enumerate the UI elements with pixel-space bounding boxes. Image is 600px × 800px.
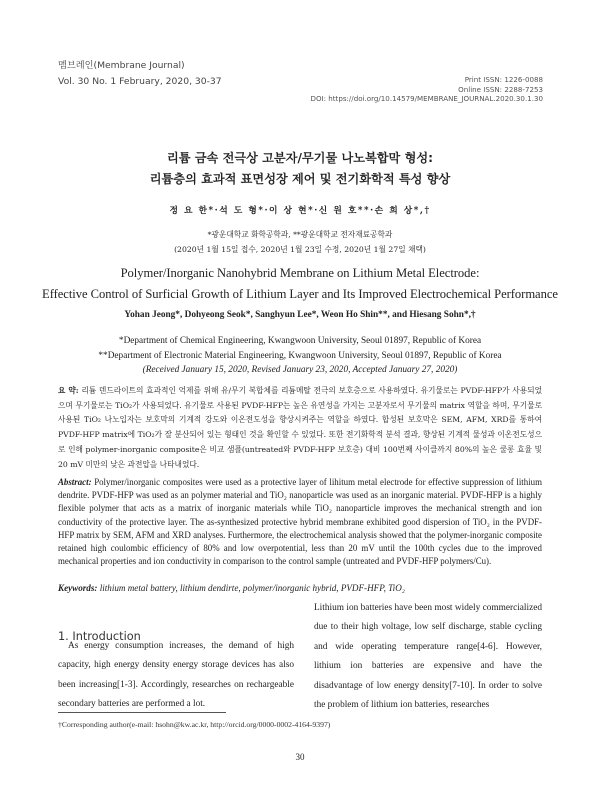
english-dates: (Received January 15, 2020, Revised January 23, 2020, Accepted January 27, 2020) xyxy=(142,365,458,376)
issn-block xyxy=(310,75,543,104)
korean-dates: (2020년 1월 15일 접수, 2020년 1월 23일 수정, 2020년 1월 27일 채택) xyxy=(174,245,426,254)
english-affiliation-2: **Department of Electronic Material Engineering, Kwangwoon University, Seoul 01897, Republic of Korea xyxy=(98,350,502,361)
korean-title-line1: 리튬 금속 전극상 고분자/무기물 나노복합막 형성: xyxy=(166,151,433,165)
online-issn: Online ISSN: 2288-7253 xyxy=(458,84,543,94)
journal-name: 멤브레인(Membrane Journal) xyxy=(58,60,185,71)
english-affiliation xyxy=(0,334,600,378)
journal-header xyxy=(58,58,222,90)
korean-title xyxy=(0,148,600,190)
doi[interactable]: DOI: https://doi.org/10.14579/MEMBRANE_JOURNAL.2020.30.1.30 xyxy=(310,94,543,104)
english-title-line2: Effective Control of Surficial Growth of Lithium Layer and Its Improved Electrochemical Performance xyxy=(42,287,558,301)
english-abstract-text: Polymer/inorganic composites were used as a protective layer of lihitum metal electrode for effective suppression of lithium dendrite. PVDF-HFP was used as an polymer material and TiO₂ nanoparticle was used as an inorganic material. PVDF-HFP is a highly flexible polymer that acts as a matrix of inorganic materials while TiO₂ nanoparticle improves the mechanical strength and ion conductivity of the protective layer. The as-synthesized protective hybrid membrane exhibited good dispersion of TiO₂ in the PVDF-HFP matrix by SEM, AFM and XRD analyses. Furthermore, the electrochemical analysis showed that the polymer-inorganic composite retained high coulombic efficiency of 80% and low overpotential, less than 20 mV until the 100th cycles due to the improved mechanical properties and ion conductivity in comparison to the control sample (untreated and PVDF-HFP polymers/Cu). xyxy=(58,477,542,567)
english-title-line1: Polymer/Inorganic Nanohybrid Membrane on Lithium Metal Electrode: xyxy=(120,266,480,280)
english-abstract-label: Abstract: xyxy=(58,477,92,487)
intro-paragraph-right: Lithium ion batteries have been most widely commercialized due to their high voltage, low self discharge, stable cycling and wide operating temperature range[4-6]. However, lithium ion batteries are expensive and have the disadvantage of low energy density[7-10]. In order to solve the problem of lithium ion batteries, researches xyxy=(314,603,542,711)
footnote-divider xyxy=(58,712,226,713)
korean-title-line2: 리튬층의 효과적 표면성장 제어 및 전기화학적 특성 향상 xyxy=(149,172,451,186)
korean-abstract xyxy=(58,384,542,472)
keywords-text: lithium metal battery, lithium dendirte, polymer/inorganic hybrid, PVDF-HFP, TiO₂ xyxy=(99,583,405,593)
korean-authors: 정 요 한*·석 도 형*·이 상 현*·신 원 호**·손 희 상*,† xyxy=(169,206,431,216)
english-abstract xyxy=(58,476,542,568)
keywords xyxy=(58,583,542,593)
print-issn: Print ISSN: 1226-0088 xyxy=(464,75,543,84)
korean-affiliation xyxy=(0,227,600,257)
intro-column-left xyxy=(58,637,294,715)
english-authors: Yohan Jeong*, Dohyeong Seok*, Sanghyun Lee*, Weon Ho Shin**, and Hiesang Sohn*,† xyxy=(124,310,476,320)
keywords-label: Keywords: xyxy=(58,583,98,593)
english-affiliation-1: *Department of Chemical Engineering, Kwangwoon University, Seoul 01897, Republic of Korea xyxy=(118,336,482,346)
korean-affiliation-text: *광운대학교 화학공학과, **광운대학교 전자재료공학과 xyxy=(207,230,393,239)
journal-volume: Vol. 30 No. 1 February, 2020, 30-37 xyxy=(58,76,222,87)
intro-column-right xyxy=(314,599,542,715)
page-number: 30 xyxy=(295,752,305,762)
korean-abstract-label: 요 약: xyxy=(58,386,79,395)
intro-paragraph-left: As energy consumption increases, the demand of high capacity, high energy density energy storage devices has also been increasing[1-3]. Accordingly, researches on rechargeable secondary batteries are performed a lot. xyxy=(58,641,294,710)
korean-abstract-text: 리튬 덴드라이트의 효과적인 억제를 위해 유/무기 복합체를 리튬메탈 전극의 보호층으로 사용하였다. 유기물로는 PVDF-HFP가 사용되었으며 무기물로는 TiO₂가 사용되었다. 유기물로 사용된 PVDF-HFP는 높은 유연성을 가지는 고분자로서 무기물의 matrix 역할을 하며, 무기물로 사용된 TiO₂ 나노입자는 보호막의 기계적 강도와 이온전도성을 향상시켜주는 역할을 하였다. 합성된 보호막은 SEM, AFM, XRD를 통하여 PVDF-HFP matrix에 TiO₂가 잘 분산되어 있는 형태인 것을 확인할 수 있었다. 또한 전기화학적 분석 결과, 향상된 기계적 물성과 이온전도성으로 인해 polymer-inorganic composite은 비교 샘플(untreated와 PVDF-HFP 보호층) 대비 100번째 사이클까지 80%의 높은 쿨롱 효율 및 20 mV 미만의 낮은 과전압을 나타내었다. xyxy=(58,386,542,469)
introduction-heading: 1. Introduction xyxy=(58,630,141,643)
corresponding-author-footnote: †Corresponding author(e-mail: hsohn@kw.ac.kr, http://orcid.org/0000-0002-4164-9397) xyxy=(58,720,331,729)
english-title xyxy=(0,263,600,305)
